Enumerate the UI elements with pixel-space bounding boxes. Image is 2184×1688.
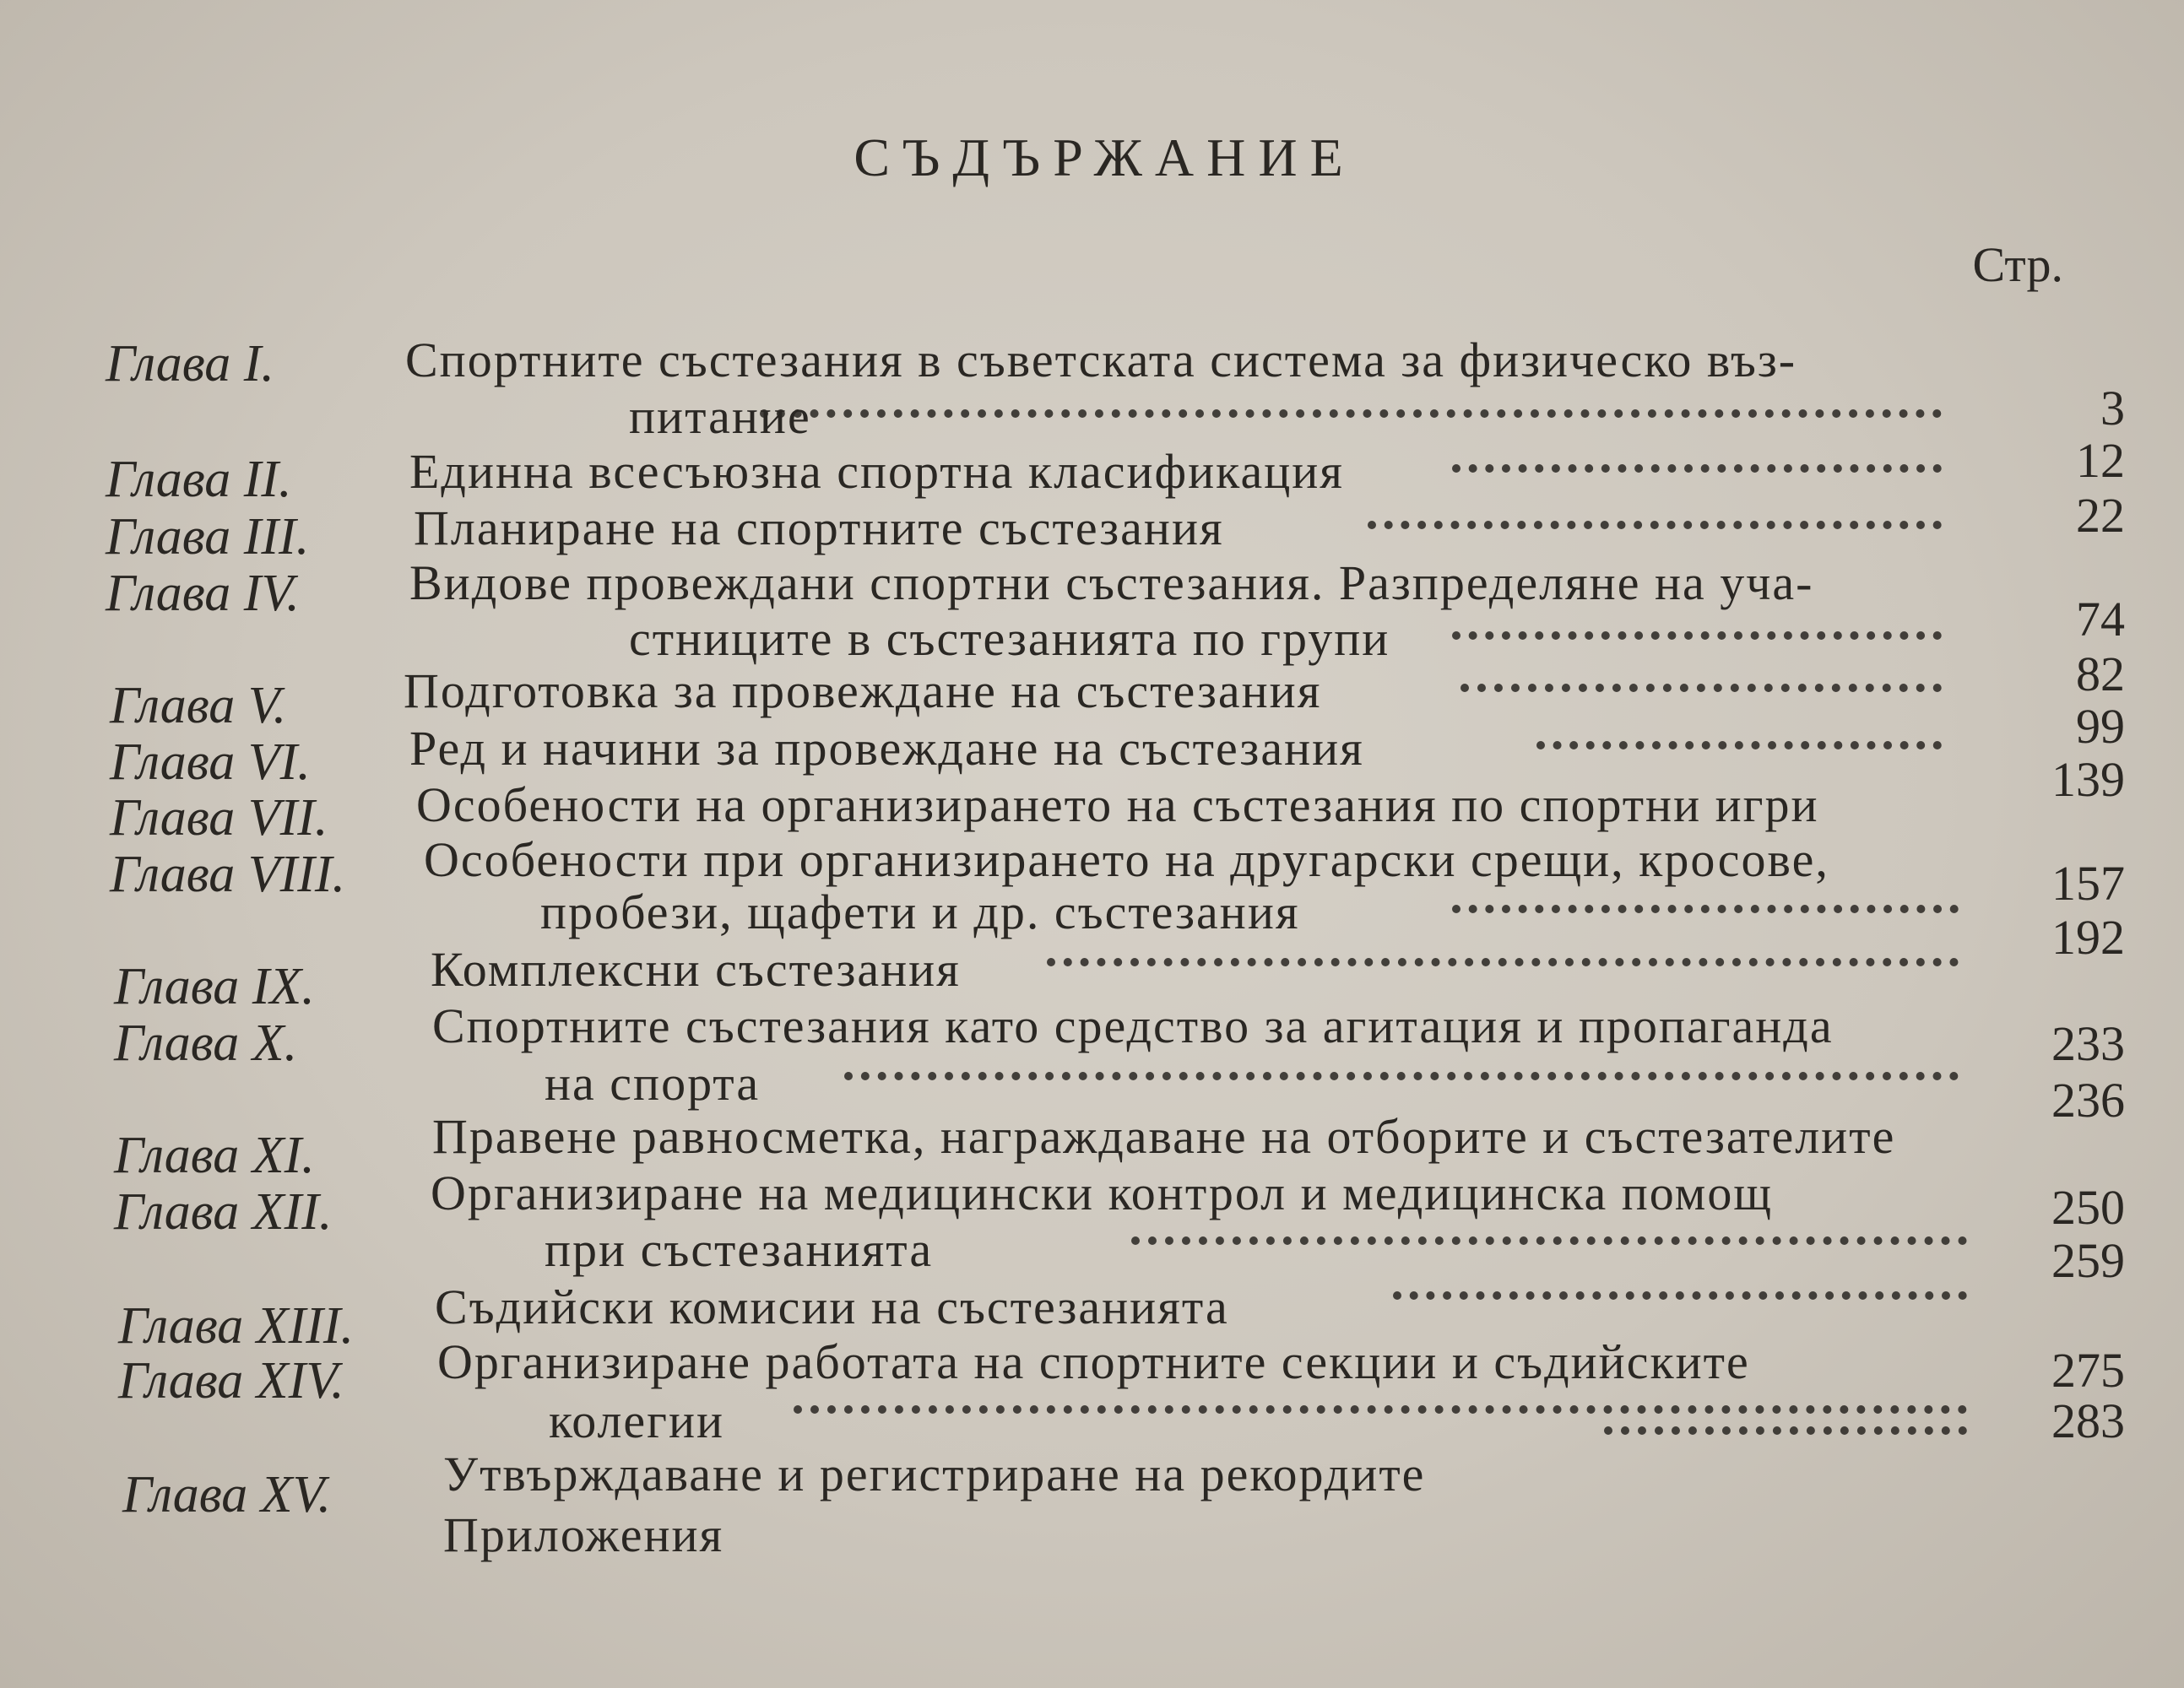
toc-page-number: 250 xyxy=(2051,1180,2125,1235)
toc-entry-title: Видове провеждани спортни състезания. Разпределяне на уча- xyxy=(409,555,1814,610)
toc-entry-title: Организиране на медицински контрол и медицинска помощ xyxy=(431,1166,1774,1220)
dot-leader xyxy=(1461,684,1942,692)
dot-leader xyxy=(844,1072,1959,1080)
toc-entry-label: Глава XI. xyxy=(114,1127,315,1184)
toc-entry-label: Глава III. xyxy=(106,508,310,565)
toc-entry-label: Глава IX. xyxy=(114,958,315,1015)
toc-page-number: 3 xyxy=(2100,381,2125,436)
toc-entry-title: Комплексни състезания xyxy=(431,942,961,997)
toc-entry-title: Правене равносметка, награждаване на отборите и състезателите xyxy=(432,1109,1896,1164)
toc-page-number: 236 xyxy=(2051,1073,2125,1128)
page-column-label: Стр. xyxy=(1972,237,2063,292)
toc-entry-label: Глава XII. xyxy=(114,1183,333,1241)
toc-page-number: 139 xyxy=(2051,752,2125,807)
toc-page-number: 22 xyxy=(2076,488,2125,543)
dot-leader xyxy=(1604,1426,1967,1435)
toc-entry-title: Съдийски комисии на състезанията xyxy=(435,1280,1229,1334)
toc-page-number: 157 xyxy=(2051,856,2125,911)
toc-page-number: 82 xyxy=(2076,647,2125,701)
dot-leader xyxy=(1452,905,1959,913)
toc-entry-title: Единна всесъюзна спортна класификация xyxy=(409,444,1344,499)
page-heading: СЪДЪРЖАНИЕ xyxy=(854,127,1356,187)
toc-page-number: 192 xyxy=(2051,910,2125,965)
dot-leader xyxy=(794,1405,1967,1414)
dot-leader xyxy=(1047,958,1959,966)
toc-entry-title: Спортните състезания като средство за агитация и пропаганда xyxy=(432,998,1834,1053)
toc-page-number: 12 xyxy=(2076,433,2125,488)
toc-entry-title: Особености при организирането на другарски срещи, кросове, xyxy=(424,832,1829,887)
toc-entry-title-cont: пробези, щафети и др. състезания xyxy=(540,885,1300,939)
toc-entry-label: Глава X. xyxy=(114,1014,298,1072)
toc-entry-title: Утвърждаване и регистриране на рекордите xyxy=(443,1447,1426,1501)
toc-page-number: 233 xyxy=(2051,1016,2125,1071)
toc-appendices: Приложения xyxy=(443,1507,724,1562)
toc-entry-title: Подготовка за провеждане на състезания xyxy=(404,663,1322,718)
toc-entry-label: Глава V. xyxy=(110,677,287,734)
toc-entry-label: Глава XV. xyxy=(122,1466,332,1523)
toc-entry-title: Ред и начини за провеждане на състезания xyxy=(409,721,1364,776)
dot-leader xyxy=(1393,1291,1967,1300)
dot-leader xyxy=(1368,521,1942,529)
toc-entry-title-cont: питание xyxy=(629,389,811,444)
toc-entry-title: Особености на организирането на състезания по спортни игри xyxy=(416,777,1819,832)
toc-entry-label: Глава VIII. xyxy=(110,846,346,903)
toc-entry-label: Глава VI. xyxy=(110,733,311,791)
toc-entry-title-cont: на спорта xyxy=(545,1056,761,1111)
dot-leader xyxy=(1536,741,1942,749)
toc-entry-title-cont: стниците в състезанията по групи xyxy=(629,611,1390,666)
toc-entry-label: Глава XIII. xyxy=(118,1297,355,1355)
dot-leader xyxy=(760,409,1942,418)
dot-leader xyxy=(1131,1236,1967,1245)
toc-page-number: 283 xyxy=(2051,1393,2125,1448)
toc-entry-title-cont: при състезанията xyxy=(545,1222,934,1277)
toc-page-number: 74 xyxy=(2076,592,2125,647)
toc-entry-title: Планиране на спортните състезания xyxy=(414,500,1224,555)
toc-entry-label: Глава XIV. xyxy=(118,1352,344,1409)
toc-page-number: 259 xyxy=(2051,1233,2125,1288)
toc-entry-title: Организиране работата на спортните секции и съдийските xyxy=(437,1334,1750,1389)
toc-entry-title: Спортните състезания в съветската система за физическо въз- xyxy=(405,333,1797,387)
toc-entry-label: Глава II. xyxy=(106,451,292,508)
dot-leader xyxy=(1452,631,1942,640)
dot-leader xyxy=(1452,464,1942,473)
toc-entry-label: Глава IV. xyxy=(106,565,300,622)
toc-page-number: 275 xyxy=(2051,1343,2125,1398)
toc-page-number: 99 xyxy=(2076,699,2125,754)
toc-entry-title-cont: колегии xyxy=(549,1393,725,1448)
toc-entry-label: Глава VII. xyxy=(110,789,328,847)
toc-entry-label: Глава I. xyxy=(106,335,274,392)
